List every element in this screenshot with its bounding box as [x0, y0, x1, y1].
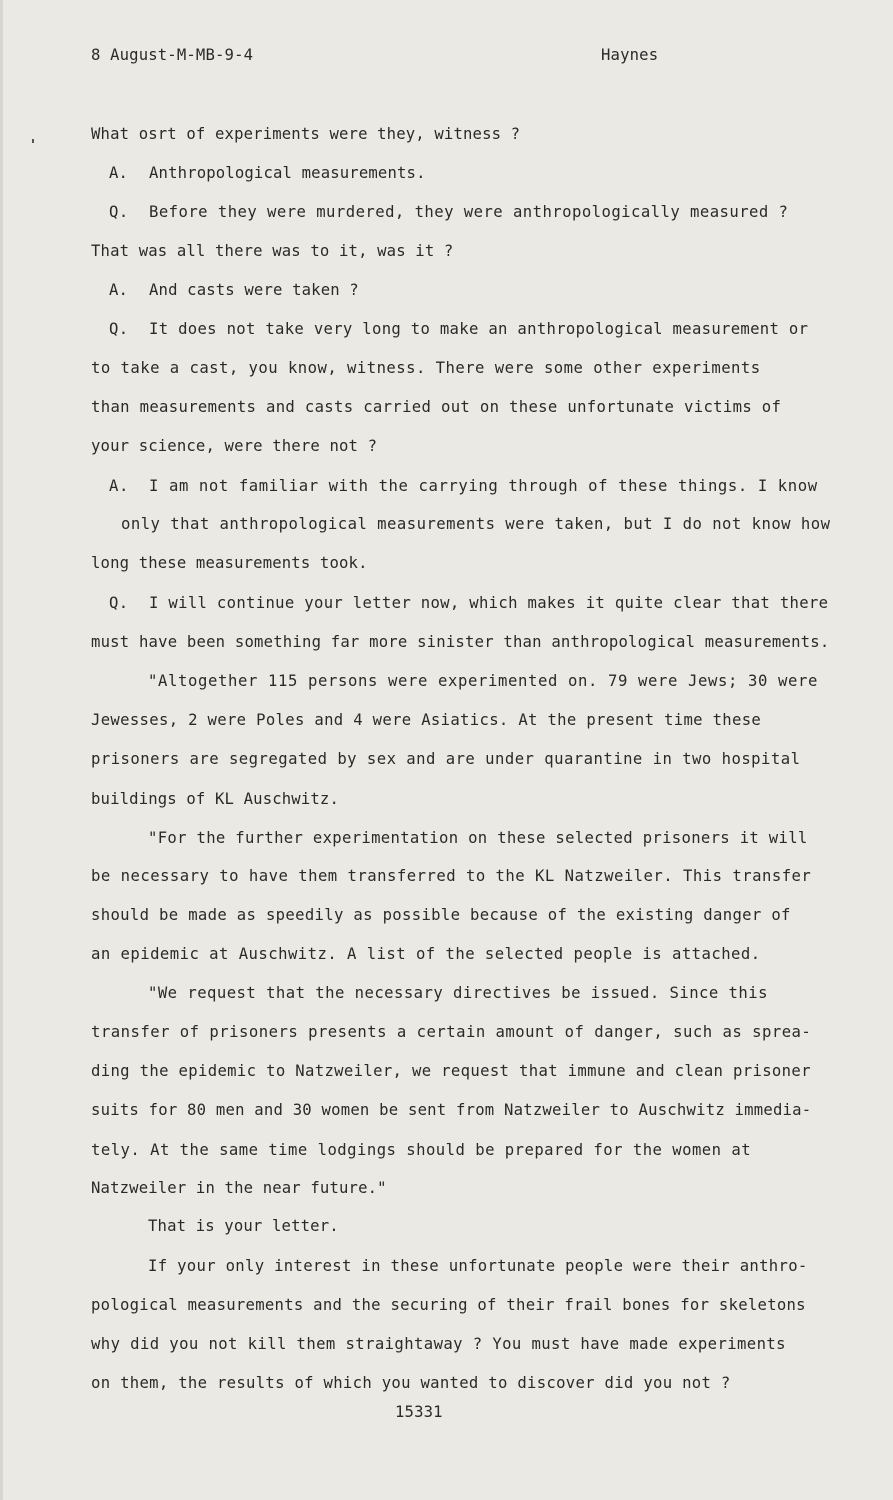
- line-text: Natzweiler in the near future.": [91, 1179, 387, 1197]
- line-text: on them, the results of which you wanted to discover did you not ?: [91, 1374, 731, 1392]
- page-number: 15331: [395, 1403, 443, 1421]
- transcript-line: [121, 514, 830, 534]
- speaker-label: A.: [109, 477, 129, 495]
- line-text: Before they were murdered, they were anthropologically measured ?: [149, 203, 789, 221]
- transcript-line: [148, 1256, 808, 1276]
- transcript-line: [148, 983, 768, 1003]
- transcript-line: [91, 866, 811, 886]
- transcript-line: [91, 1178, 387, 1198]
- line-text: ding the epidemic to Natzweiler, we request that immune and clean prisoner: [91, 1062, 811, 1080]
- transcript-line: [91, 789, 339, 809]
- transcript-line: [91, 553, 368, 573]
- qa-line: [109, 593, 828, 613]
- transcript-line: [148, 1216, 339, 1236]
- line-text: pological measurements and the securing of their frail bones for skeletons: [91, 1296, 806, 1314]
- document-reference: 8 August-M-MB-9-4: [91, 46, 254, 64]
- transcript-line: [91, 1100, 811, 1120]
- qa-line: [109, 202, 788, 222]
- line-text: your science, were there not ?: [91, 437, 378, 455]
- line-text: "For the further experimentation on these selected prisoners it will: [148, 829, 808, 847]
- line-text: tely. At the same time lodgings should be prepared for the women at: [91, 1141, 752, 1159]
- transcript-line: [91, 436, 377, 456]
- qa-line: [109, 163, 426, 183]
- transcript-line: [91, 1061, 811, 1081]
- line-text: why did you not kill them straightaway ? You must have made experiments: [91, 1335, 786, 1353]
- line-text: be necessary to have them transferred to the KL Natzweiler. This transfer: [91, 867, 812, 885]
- line-text: I will continue your letter now, which makes it quite clear that there: [149, 594, 829, 612]
- stray-ink-mark: [32, 139, 34, 143]
- transcript-line: [91, 124, 520, 144]
- line-text: long these measurements took.: [91, 554, 368, 572]
- transcript-line: [91, 905, 791, 925]
- transcript-line: [91, 241, 453, 261]
- line-text: "We request that the necessary directives be issued. Since this: [148, 984, 768, 1002]
- line-text: must have been something far more sinister than anthropological measurements.: [91, 633, 830, 651]
- line-text: should be made as speedily as possible because of the existing danger of: [91, 906, 791, 924]
- transcript-line: [91, 632, 829, 652]
- line-text: What osrt of experiments were they, witness ?: [91, 125, 521, 143]
- transcript-line: [91, 1022, 811, 1042]
- line-text: an epidemic at Auschwitz. A list of the selected people is attached.: [91, 945, 761, 963]
- speaker-name: Haynes: [601, 46, 659, 64]
- transcript-line: [91, 397, 781, 417]
- line-text: than measurements and casts carried out on these unfortunate victims of: [91, 398, 782, 416]
- transcript-line: [148, 828, 808, 848]
- transcript-line: [91, 1295, 806, 1315]
- line-text: That was all there was to it, was it ?: [91, 242, 454, 260]
- transcript-line: [148, 671, 818, 691]
- transcript-line: [91, 944, 761, 964]
- line-text: prisoners are segregated by sex and are under quarantine in two hospital: [91, 750, 801, 768]
- transcript-line: [91, 1373, 731, 1393]
- line-text: I am not familiar with the carrying through of these things. I know: [149, 477, 818, 495]
- transcript-line: [91, 1140, 751, 1160]
- transcript-line: [91, 749, 800, 769]
- line-text: suits for 80 men and 30 women be sent from Natzweiler to Auschwitz immedia-: [91, 1101, 812, 1119]
- line-text: And casts were taken ?: [149, 281, 359, 299]
- speaker-label: A.: [109, 281, 129, 299]
- line-text: only that anthropological measurements were taken, but I do not know how: [121, 515, 831, 533]
- line-text: "Altogether 115 persons were experimented on. 79 were Jews; 30 were: [148, 672, 819, 690]
- transcript-line: [91, 1334, 786, 1354]
- line-text: buildings of KL Auschwitz.: [91, 790, 339, 808]
- line-text: That is your letter.: [148, 1217, 339, 1235]
- transcript-line: [91, 358, 761, 378]
- speaker-label: Q.: [109, 320, 129, 338]
- line-text: transfer of prisoners presents a certain amount of danger, such as sprea-: [91, 1023, 812, 1041]
- speaker-label: A.: [109, 164, 129, 182]
- speaker-label: Q.: [109, 203, 129, 221]
- transcript-line: [91, 710, 761, 730]
- qa-line: [109, 280, 359, 300]
- line-text: If your only interest in these unfortunate people were their anthro-: [148, 1257, 808, 1275]
- qa-line: [109, 476, 818, 496]
- line-text: to take a cast, you know, witness. There were some other experiments: [91, 359, 761, 377]
- speaker-label: Q.: [109, 594, 129, 612]
- qa-line: [109, 319, 808, 339]
- line-text: Anthropological measurements.: [149, 164, 426, 182]
- line-text: Jewesses, 2 were Poles and 4 were Asiatics. At the present time these: [91, 711, 762, 729]
- line-text: It does not take very long to make an anthropological measurement or: [149, 320, 809, 338]
